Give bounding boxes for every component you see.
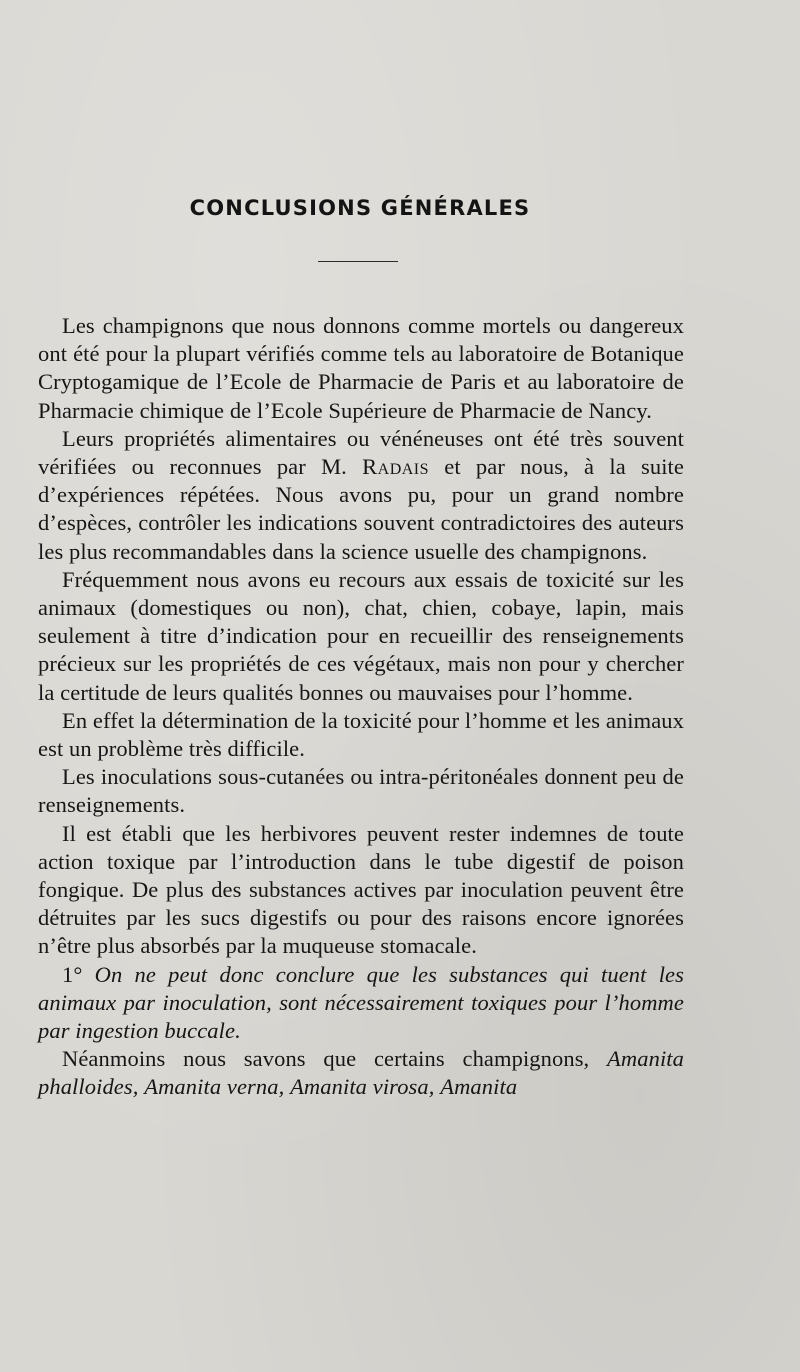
- paragraph-2: [38, 425, 684, 566]
- species-name: Amanita: [440, 1074, 518, 1100]
- title-divider: [318, 261, 398, 262]
- paragraph-8-text: Néanmoins nous savons que certains champignons,: [62, 1046, 608, 1072]
- species-name: Amanita virosa,: [290, 1074, 435, 1100]
- author-name: Radais: [362, 454, 430, 480]
- paragraph-8: [38, 1045, 684, 1101]
- body-text: [38, 312, 684, 1102]
- conclusion-text: On ne peut donc conclure que les substances qui tuent les animaux par inoculation, sont nécessairement toxiques pour l’homme par ingestion buccale.: [38, 961, 684, 1044]
- paragraph-1: Les champignons que nous donnons comme mortels ou dangereux ont été pour la plupart vérifiés comme tels au laboratoire de Botanique Cryptogamique de l’Ecole de Pharmacie de Paris et au laboratoire de Pharmacie chimique de l’Ecole Supérieure de Pharmacie de Nancy.: [38, 313, 684, 423]
- conclusion-number: 1°: [62, 961, 83, 987]
- paragraph-7: [38, 961, 684, 1046]
- paragraph-4: En effet la détermination de la toxicité pour l’homme et les animaux est un problème très difficile.: [38, 707, 684, 762]
- species-name: Amanita phalloides,: [38, 1046, 684, 1100]
- paragraph-5: Les inoculations sous-cutanées ou intra-péritonéales donnent peu de renseignements.: [38, 764, 684, 818]
- species-name: Amanita verna,: [144, 1074, 285, 1100]
- paragraph-2-text-end: et par nous, à la suite d’expériences répétées. Nous avons pu, pour un grand nombre d’espèces, contrôler les indications souvent contradictoires des auteurs les plus recommandables dans la science usuelle des champignons.: [38, 454, 684, 564]
- paragraph-2-text-start: Leurs propriétés alimentaires ou vénéneuses ont été très souvent vérifiées ou reconnues par M.: [38, 425, 684, 480]
- paragraph-6: Il est établi que les herbivores peuvent rester indemnes de toute action toxique par l’introduction dans le tube digestif de poison fongique. De plus des substances actives par inoculation peuvent être détruites par les sucs digestifs ou pour des raisons encore ignorées n’être plus absorbés par la muqueuse stomacale.: [38, 820, 684, 959]
- page-title: CONCLUSIONS GÉNÉRALES: [189, 196, 531, 220]
- paragraph-3: Fréquemment nous avons eu recours aux essais de toxicité sur les animaux (domestiques ou non), chat, chien, cobaye, lapin, mais seulement à titre d’indication pour en recueillir des renseignements précieux sur les propriétés de ces végétaux, mais non pour y chercher la certitude de leurs qualités bonnes ou mauvaises pour l’homme.: [38, 566, 684, 705]
